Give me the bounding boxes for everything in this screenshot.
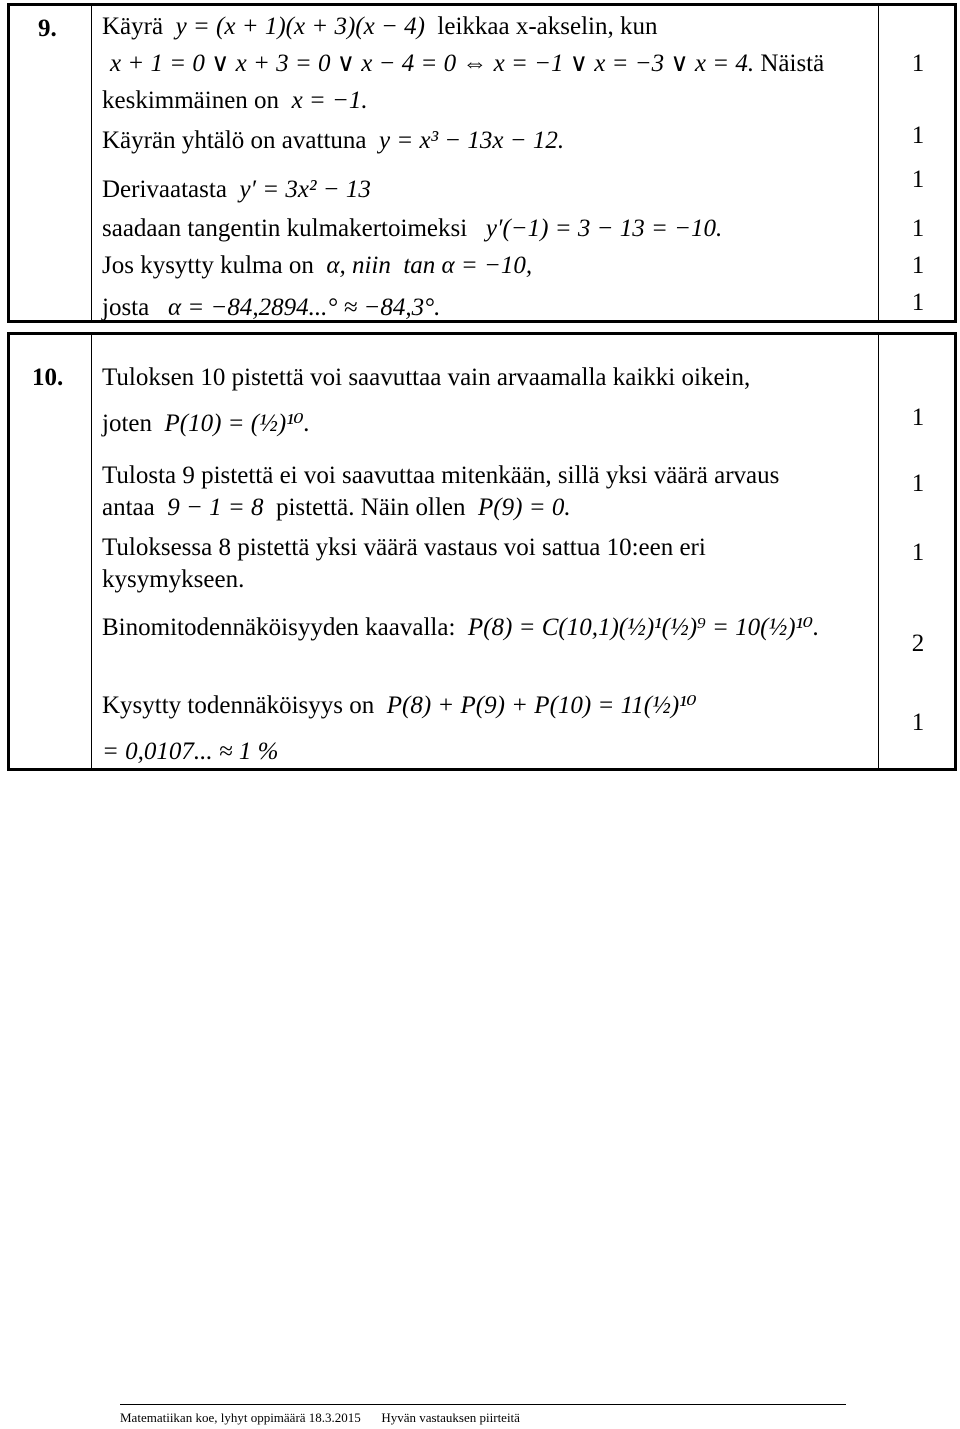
- p10-line-6: kysymykseen.: [102, 566, 245, 593]
- p10-line-5: Tuloksessa 8 pistettä yksi väärä vastaus voi sattua 10:een eri: [102, 534, 706, 561]
- points: 1: [911, 470, 925, 497]
- points: 1: [911, 709, 925, 736]
- points: 1: [911, 539, 925, 566]
- p9-line-2: x + 1 = 0 ∨ x + 3 = 0 ∨ x − 4 = 0 ⇔ x = −1 ∨ x = −3 ∨ x = 4. Näistä: [110, 50, 825, 77]
- p9-line-6: saadaan tangentin kulmakertoimeksi y′(−1) = 3 − 13 = −10.: [102, 215, 723, 242]
- points: 1: [911, 289, 925, 316]
- p9-line-7: Jos kysytty kulma on α, niin tan α = −10,: [102, 252, 533, 279]
- p10-line-8: Kysytty todennäköisyys on P(8) + P(9) + P(10) = 11(½)¹⁰: [102, 692, 697, 719]
- points: 2: [911, 630, 925, 657]
- points: 1: [911, 122, 925, 149]
- p9-line-4: Käyrän yhtälö on avattuna y = x³ − 13x − 12.: [102, 127, 565, 154]
- problem-10-table: [7, 332, 957, 771]
- page-footer: [120, 1411, 920, 1424]
- points: 1: [911, 166, 925, 193]
- p9-line-3: keskimmäinen on x = −1.: [102, 87, 368, 114]
- p9-line-1: Käyrä y = (x + 1)(x + 3)(x − 4) leikkaa x-akselin, kun: [102, 13, 658, 40]
- p10-line-9: = 0,0107... ≈ 1 %: [102, 738, 279, 765]
- column-divider: [91, 335, 92, 768]
- column-divider: [91, 6, 92, 320]
- points: 1: [911, 50, 925, 77]
- footer-subtitle: Hyvän vastauksen piirteitä: [381, 1410, 520, 1425]
- p10-line-3: Tulosta 9 pistettä ei voi saavuttaa mitenkään, sillä yksi väärä arvaus: [102, 462, 780, 489]
- footer-exam-title: Matematiikan koe, lyhyt oppimäärä 18.3.2015: [120, 1410, 361, 1425]
- footer-rule: [120, 1404, 846, 1405]
- p10-line-1: Tuloksen 10 pistettä voi saavuttaa vain arvaamalla kaikki oikein,: [102, 364, 751, 391]
- points: 1: [911, 404, 925, 431]
- points: 1: [911, 215, 925, 242]
- problem-9-table: [7, 3, 957, 323]
- p10-line-2: joten P(10) = (½)¹⁰.: [102, 410, 310, 437]
- p9-line-5: Derivaatasta y′ = 3x² − 13: [102, 176, 371, 203]
- problem-number: 9.: [38, 15, 57, 42]
- problem-number: 10.: [32, 364, 64, 391]
- points: 1: [911, 252, 925, 279]
- p10-line-7: Binomitodennäköisyyden kaavalla: P(8) = C(10,1)(½)¹(½)⁹ = 10(½)¹⁰.: [102, 614, 820, 641]
- p9-line-8: josta α = −84,2894...° ≈ −84,3°.: [102, 294, 441, 321]
- p10-line-4: antaa 9 − 1 = 8 pistettä. Näin ollen P(9) = 0.: [102, 494, 571, 521]
